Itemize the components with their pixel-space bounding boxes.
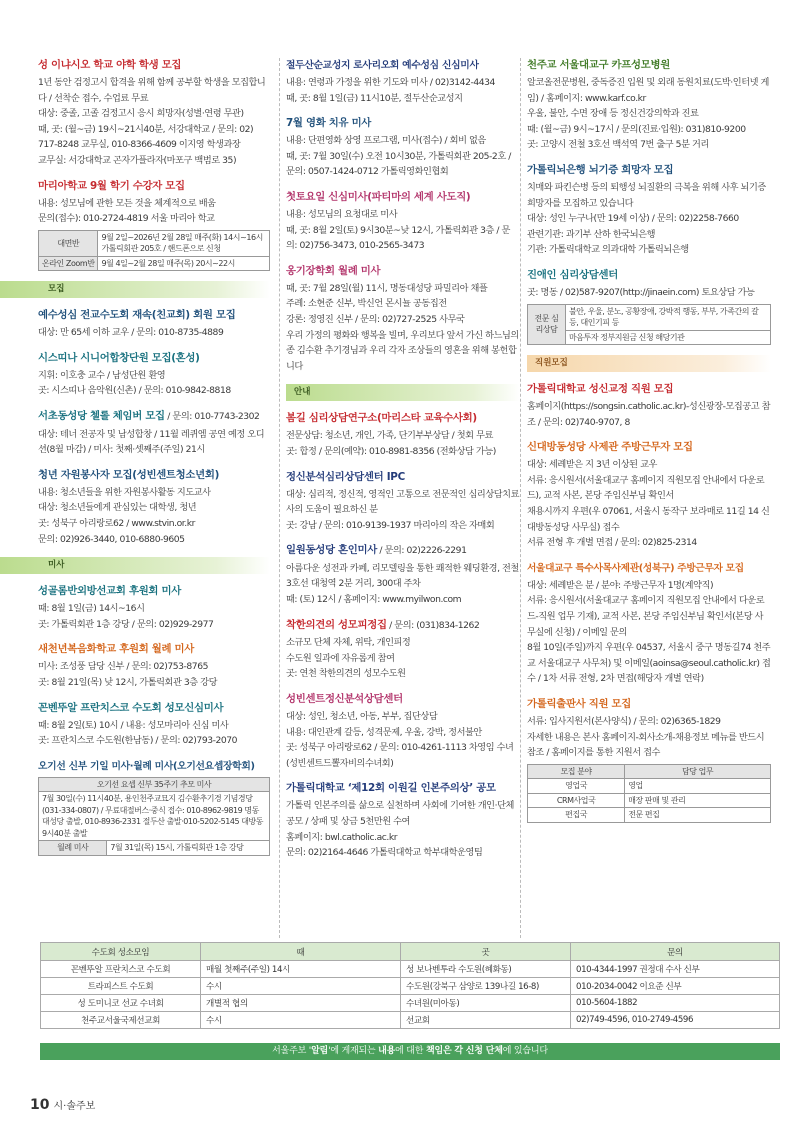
notice-item [527, 697, 771, 823]
table-cell: 010-2034-0042 이요준 신부 [571, 978, 780, 995]
table-header: 때 [201, 943, 401, 961]
table-row [41, 978, 780, 995]
section-header: 직원모집 [527, 355, 771, 372]
table-row [41, 995, 780, 1012]
column-2 [286, 58, 520, 871]
notice-title [286, 543, 520, 559]
notice-text: 때, 곳: (월~금) 19시~21시40분, 서강대학교 / 문의: 02) 717-8248 교무실, 010-8366-4609 이지영 학생과장 [38, 123, 254, 151]
title-suffix: / 문의: 02)2226-2291 [376, 545, 467, 557]
notice-title: 서울대교구 특수사목사제관(성북구) 주방근무자 모집 [527, 562, 744, 574]
notice-title: 새천년복음화학교 후원회 월례 미사 [38, 643, 195, 656]
notice-text: 대상: 성인, 청소년, 아동, 부부, 집단상담 [286, 711, 438, 723]
notice-text: 곳: 연천 착한의견의 성모수도원 [286, 668, 406, 680]
table-cell: 010-4344-1997 권정대 수사 신부 [571, 961, 780, 978]
notice-text: 때, 곳: 7월 28일(월) 11시, 명동대성당 파밀리아 채플 [286, 282, 488, 294]
disclaimer-text: '에 게재되는 [328, 1046, 379, 1056]
table-cell: 성 도미니코 선교 수녀회 [41, 995, 201, 1012]
title-text: 서초동성당 첼롤 체임버 모집 [38, 410, 165, 423]
row-value: 7월 31일(목) 15시, 가톨릭회관 1층 강당 [107, 841, 270, 856]
notice-text: 서류: 응시원서(서울대교구 홈페이지 직원모집 안내에서 다운로드-직원 업무 기재), 교적 사본, 본당 주임신부님 확인서(본당 사무실에 신청) / 이메일 문의 [527, 595, 765, 638]
row-value: 9월 4일~2월 28일 매주(목) 20시~22시 [98, 256, 270, 271]
notice-title: 시스띠나 시니어합창단원 모집(혼성) [38, 351, 200, 364]
notice-text: 강론: 정영진 신부 / 문의: 02)727-2525 사무국 [286, 313, 465, 325]
notice-item [38, 468, 270, 547]
table-row [41, 1012, 780, 1029]
notice-item [38, 409, 270, 458]
notice-title: 첫토요일 신심미사(파티마의 세계 사도직) [286, 190, 471, 203]
table-header: 문의 [571, 943, 780, 961]
table-cell: 수시 [201, 978, 401, 995]
notice-text: 홈페이지(https://songsin.catholic.ac.kr)-성신광장-모집공고 참조 / 문의: 02)740-9707, 8 [527, 401, 771, 428]
table-header: 수도회 성소모임 [41, 943, 201, 961]
notice-text: 대상: 만 65세 이하 교우 / 문의: 010-8735-4889 [38, 327, 224, 339]
notice-text: 자세한 내용은 본사 홈페이지-회사소개-채용정보 메뉴를 반드시 참조 / 홈페이지를 통한 지원서 접수 [527, 731, 765, 759]
row-value: 불안, 우울, 분노, 공황장애, 강박적 행동, 부부, 가족간의 갈등, 대인기피 등 [566, 304, 771, 330]
vocation-meetings-table [40, 942, 780, 1029]
notice-item [286, 470, 520, 534]
notice-text: 때, 곳: 7월 30일(수) 오전 10시30분, 가톨릭회관 205-2호 / 문의: 0507-1424-0712 가톨릭영화인협회 [286, 150, 511, 178]
notice-text: 대상: 청소년들에게 관심있는 대학생, 청년 [38, 502, 197, 514]
notice-item [286, 190, 520, 254]
table-header: 담당 업무 [625, 764, 771, 779]
notice-text: 서류: 응시원서(서울대교구 홈페이지 직원모집 안내에서 다운로드), 교적 사본, 본당 주임신부님 확인서 [527, 474, 765, 502]
notice-text: 서류 전형 후 개별 면접 / 문의: 02)825-2314 [527, 537, 697, 549]
notice-text: 기관: 가톨릭대학교 의과대학 가톨릭뇌은행 [527, 244, 689, 256]
notice-title: 천주교 서울대교구 카프성모병원 [527, 59, 670, 71]
notice-text: 아름다운 성전과 카페, 리모델링을 통한 쾌적한 웨딩환경, 전철 3호선 대청역 2분 거리, 300대 주차 [286, 562, 519, 590]
notice-item [527, 58, 771, 153]
title-text: 착한의견의 성모피정집 [286, 618, 387, 631]
notice-item [38, 701, 270, 749]
notice-text: 치매와 파킨슨병 등의 퇴행성 뇌질환의 극복을 위해 사후 뇌기증 희망자를 모집하고 있습니다 [527, 181, 766, 209]
notice-text: 문의(접수): 010-2724-4819 서울 마리아 학교 [38, 213, 215, 225]
notice-item [527, 440, 771, 551]
column-3 [527, 58, 771, 833]
notice-title: 마리아학교 9월 학기 수강자 모집 [38, 179, 185, 192]
table-cell: 수녀원(미아동) [401, 995, 571, 1012]
table-cell: 선교회 [401, 1012, 571, 1029]
table-cell: 수시 [201, 1012, 401, 1029]
notice-text: 채용시까지 우편(우 07061, 서울시 동작구 보라매로 11길 14 신대방동성당 사무실) 접수 [527, 506, 770, 533]
notice-item [527, 163, 771, 258]
notice-text: 곳: 프란치스코 수도원(한남동) / 문의: 02)793-2070 [38, 735, 238, 747]
notice-title: 오기선 신부 기일 미사·월례 미사(오기선요셉장학회) [38, 760, 255, 772]
section-header: 모집 [0, 281, 270, 298]
table-cell: 꼰벤뚜알 프란치스코 수도회 [41, 961, 201, 978]
notice-text: 내용: 연령과 가정을 위한 기도와 미사 / 02)3142-4434 [286, 77, 495, 88]
notice-text: 내용: 성모님의 요청대로 미사 [286, 208, 398, 220]
notice-text: 내용: 청소년들을 위한 자원봉사활동 지도교사 [38, 486, 211, 498]
disclaimer-text: 에 대한 [395, 1046, 426, 1056]
notice-text: 문의: 02)926-3440, 010-6880-9605 [38, 533, 185, 545]
table-header: 모집 분야 [528, 764, 625, 779]
notice-text: 알코올전문병원, 중독증진 입원 및 외래 동원치료(도박·인터넷 게임) / 홈페이지: www.karf.co.kr [527, 77, 769, 104]
table-header: 곳 [401, 943, 571, 961]
notice-text: 우울, 불안, 수면 장애 등 정신건강의학과 진료 [527, 108, 699, 120]
notice-text: 곳: 가톨릭회관 1층 강당 / 문의: 02)929-2977 [38, 618, 214, 630]
notice-text: 곳: 시스띠나 음악원(신촌) / 문의: 010-9842-8818 [38, 385, 231, 397]
notice-text: 대상: 세례받은 지 3년 이상된 교우 [527, 459, 657, 471]
table-cell: 전문 편집 [625, 808, 771, 823]
notice-text: 소규모 단체 자체, 위탁, 개인피정 [286, 637, 411, 649]
notice-text: 때: 8월 1일(금) 14시~16시 [38, 603, 145, 615]
notice-item [286, 264, 520, 375]
notice-item [286, 543, 520, 607]
table-cell: 편집국 [528, 808, 625, 823]
notice-item [286, 618, 520, 682]
notice-text: 때: (월~금) 9시~17시 / 문의(진료·입원): 031)810-9200 [527, 123, 746, 135]
notice-text: 내용: 성모님에 관한 모든 것을 체계적으로 배움 [38, 197, 216, 209]
notice-text: 홈페이지: bwl.catholic.ac.kr [286, 831, 398, 843]
notice-text: 대상: 테너 전공자 및 남성합창 / 11월 레퀴엠 공연 예정 오디션(8월 마감) / 미사: 첫째·셋째주(주일) 21시 [38, 428, 265, 456]
page-footer [30, 1097, 95, 1113]
table-cell: 영업 [625, 779, 771, 794]
notice-item [286, 58, 520, 106]
disclaimer-text: 에 있습니다 [502, 1046, 548, 1056]
notice-title: 가톨릭뇌은행 뇌기증 희망자 모집 [527, 163, 674, 176]
title-suffix: / 문의: 010-7743-2302 [164, 411, 260, 423]
notice-text: 곳: 강남 / 문의: 010-9139-1937 마리아의 작은 자매회 [286, 519, 495, 531]
table-cell: CRM사업국 [528, 793, 625, 808]
table-cell: 트라피스트 수도회 [41, 978, 201, 995]
table-cell: 개별적 협의 [201, 995, 401, 1012]
notice-text: 때, 곳: 8월 1일(금) 11시10분, 절두산순교성지 [286, 92, 463, 104]
notice-item [38, 759, 270, 856]
notice-text: 곳: 명동 / 02)587-9207(http://jinaein.com) 토요상담 가능 [527, 286, 755, 298]
page-number: 10 [30, 1097, 50, 1113]
notice-title: 가톨릭출판사 직원 모집 [527, 697, 632, 710]
notice-text: 내용: 대인관계 갈등, 성격문제, 우울, 강박, 정서불안 [286, 726, 482, 738]
notice-title: 성골롬반외방선교회 후원회 미사 [38, 585, 181, 598]
notice-text: 1년 동안 검정고시 합격을 위해 함께 공부할 학생을 모집합니다 / 선착순 접수, 수업료 무료 [38, 77, 266, 104]
table-cell: 천주교서울국제선교회 [41, 1012, 201, 1029]
notice-item [38, 308, 270, 341]
notice-item [286, 411, 520, 459]
notice-title: 성빈센트정신분석상담센터 [286, 693, 403, 706]
notice-text: 때, 곳: 8월 2일(토) 9시30분~낮 12시, 가톨릭회관 3층 / 문의: 02)756-3473, 010-2565-3473 [286, 224, 510, 252]
notice-text: 대상: 성인 누구나(만 19세 이상) / 문의: 02)2258-7660 [527, 213, 739, 225]
notice-text: 대상: 세례받은 분 / 분야: 주방근무자 1명(계약직) [527, 579, 714, 591]
section-header: 안내 [286, 384, 520, 401]
notice-item [527, 268, 771, 345]
section-header: 미사 [0, 557, 270, 574]
notice-text: 곳: 8월 21일(목) 낮 12시, 가톨릭회관 3층 강당 [38, 676, 218, 688]
notice-title [286, 618, 520, 634]
notice-item [286, 116, 520, 180]
notice-text: 교무실: 서강대학교 곤자가플라자(마포구 백범로 35) [38, 154, 237, 166]
notice-title: 봄길 심리상담연구소(마리스타 교육수사회) [286, 412, 477, 425]
notice-item [286, 692, 520, 771]
notice-text: 미사: 조성풍 담당 신부 / 문의: 02)753-8765 [38, 661, 208, 673]
notice-title [38, 409, 270, 425]
row-label: 전문 심리상담 [528, 304, 566, 345]
notice-text: 내용: 단편영화 상영 프로그램, 미사(접수) / 회비 없음 [286, 135, 486, 147]
notice-title: 성 이냐시오 학교 야학 학생 모집 [38, 59, 182, 71]
notice-text: 주례: 소현준 신부, 박신언 몬시뇰 공동집전 [286, 298, 447, 310]
notice-item [38, 58, 270, 169]
notice-text: 수도원 일과에 자유롭게 참여 [286, 652, 395, 664]
table-cell: 성 보나벤투라 수도원(혜화동) [401, 961, 571, 978]
notice-text: 곳: 성북구 아리랑로62 / 문의: 010-4261-1113 차영임 수녀(성빈센트드뽈자비의수녀회) [286, 742, 514, 769]
notice-title: 옹기장학회 월례 미사 [286, 264, 381, 277]
notice-item [527, 561, 771, 687]
notice-text: 곳: 성북구 아리랑로62 / www.stvin.or.kr [38, 518, 195, 529]
notice-text: 가톨릭 인본주의를 삶으로 실천하며 사회에 기여한 개인·단체 공모 / 상패 및 상금 5천만원 수여 [286, 800, 514, 827]
counseling-table [527, 304, 771, 346]
notice-text: 8월 10일(주일)까지 우편(우 04537, 서울시 중구 명동길74 천주교 서울대교구 사무처) 및 이메일(aoinsa@seoul.catholic.kr) 접수 / 1차 서류 전형, 2차 면접(해당자 개별 연락) [527, 642, 771, 685]
notice-text: 지휘: 이호충 교수 / 남성단원 환영 [38, 369, 166, 381]
table-row [41, 961, 780, 978]
disclaimer-bold: 책임은 각 신청 단체 [425, 1046, 503, 1056]
notice-text: 문의: 02)2164-4646 가톨릭대학교 학부대학운영팀 [286, 847, 483, 859]
disclaimer-bold: 내용 [378, 1046, 396, 1056]
notice-title: 가톨릭대학교 ‘제12회 이원길 인본주의상’ 공모 [286, 782, 496, 795]
notice-item [286, 781, 520, 860]
notice-text: 우리 가정의 평화와 행복을 빌며, 우리보다 앞서 가신 하느님의 종 김수환 추기경님과 우리 각자 조상들의 영혼을 위해 봉헌합니다 [286, 329, 519, 372]
mass-table [38, 777, 270, 856]
notice-item [38, 584, 270, 632]
table-header: 오기선 요셉 신부 35주기 추모 미사 [39, 777, 270, 792]
notice-text: 관련기관: 과기부 산하 한국뇌은행 [527, 228, 656, 240]
publication-name: 시·솔주보 [53, 1101, 96, 1112]
notice-text: 서류: 입사지원서(본사양식) / 문의: 02)6365-1829 [527, 715, 721, 727]
row-value: 마음투자 정부지원금 신청 해당기관 [566, 330, 771, 345]
row-label: 대면반 [39, 230, 98, 256]
row-value: 9월 2일~2026년 2월 28일 매주(화) 14시~16시 가톨릭회관 205호 / 핸드폰으로 신청 [98, 230, 270, 256]
notice-title: 청년 자원봉사자 모집(성빈센트청소년회) [38, 468, 220, 481]
notice-text: 전문상담: 청소년, 개인, 가족, 단기부부상담 / 첫회 무료 [286, 430, 493, 442]
notice-text: 대상: 중졸, 고졸 검정고시 응시 희망자(성별·연령 무관) [38, 108, 244, 120]
notice-text: 때: 8월 2일(토) 10시 / 내용: 성모마리아 신심 미사 [38, 719, 229, 731]
table-cell: 영업국 [528, 779, 625, 794]
table-cell: 7월 30일(수) 11시40분, 용인천주교묘지 김수환추기경 기념경당(031-334-0807) / 무료대절버스·중식 접수: 010-8962-9819 명동대성당 출발, 010-8936-2331 절두산 출발·010-5202-5145 대방동 9시40분 출발 [39, 792, 270, 841]
row-label: 온라인 Zoom반 [39, 256, 98, 271]
notice-item [38, 642, 270, 690]
notice-text: 대상: 심리적, 정신적, 영적인 고통으로 전문적인 심리상담치료사의 도움이 필요하신 분 [286, 488, 520, 516]
notice-item [38, 351, 270, 399]
notice-item [38, 179, 270, 272]
schedule-table [38, 230, 270, 272]
notice-text: 때: (토) 12시 / 홈페이지: www.myilwon.com [286, 594, 462, 606]
title-suffix: / 문의: (031)834-1262 [386, 619, 480, 631]
table-cell: 매월 첫째주(주일) 14시 [201, 961, 401, 978]
table-cell: 010-5604-1882 [571, 995, 780, 1012]
notice-title: 가톨릭대학교 성신교정 직원 모집 [527, 383, 674, 396]
notice-text: 곳: 합정 / 문의(예약): 010-8981-8356 (전화상담 가능) [286, 445, 496, 457]
notice-title: 정신분석심리상담센터 IPC [286, 470, 405, 483]
notice-title: 진애인 심리상담센터 [527, 268, 618, 281]
notice-title: 7월 영화 치유 미사 [286, 117, 372, 130]
notice-item [527, 382, 771, 430]
column-1 [38, 58, 270, 866]
job-table [527, 764, 771, 823]
notice-title: 꼰벤뚜알 프란치스코 수도회 성모신심미사 [38, 701, 224, 714]
notice-title: 예수성심 전교수도회 재속(친교회) 회원 모집 [38, 309, 236, 322]
disclaimer-text: 서울주보 ' [272, 1046, 312, 1056]
notice-title: 절두산순교성지 로사리오회 예수성심 신심미사 [286, 60, 479, 71]
notice-title: 신대방동성당 사제관 주방근무자 모집 [527, 441, 693, 454]
notice-text: 곳: 고양시 전철 3호선 백석역 7번 출구 5분 거리 [527, 139, 709, 151]
table-cell: 02)749-4596, 010-2749-4596 [571, 1012, 780, 1029]
table-cell: 수도원(강북구 삼양로 139나길 16-8) [401, 978, 571, 995]
row-label: 월례 미사 [39, 841, 107, 856]
title-text: 일원동성당 혼인미사 [286, 544, 377, 557]
table-cell: 매장 판매 및 관리 [625, 793, 771, 808]
disclaimer-banner [40, 1043, 780, 1060]
disclaimer-bold: 알림 [311, 1046, 329, 1056]
